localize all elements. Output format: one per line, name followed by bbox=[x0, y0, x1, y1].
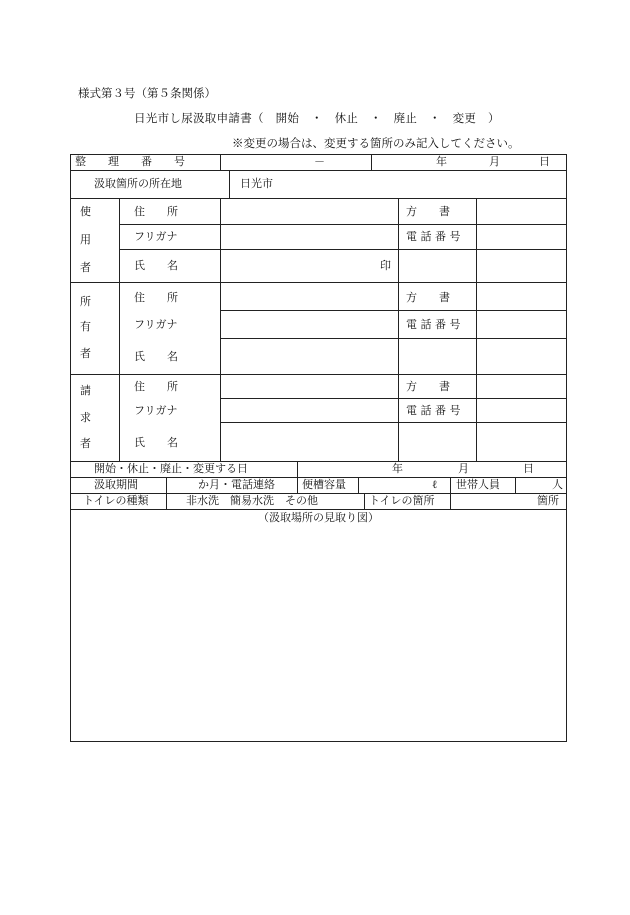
border bbox=[70, 741, 567, 742]
border bbox=[119, 224, 567, 225]
change-date-year: 年 bbox=[392, 462, 403, 475]
requester-group-char-1: 請 bbox=[80, 384, 91, 397]
border bbox=[70, 170, 567, 171]
toilet-type-label: トイレの種類 bbox=[83, 494, 149, 507]
border bbox=[220, 398, 567, 399]
border bbox=[119, 198, 120, 461]
toilet-type-options: 非水洗 簡易水洗 その他 bbox=[186, 494, 318, 507]
requester-name-label: 氏 名 bbox=[134, 436, 178, 449]
border bbox=[119, 249, 567, 250]
border bbox=[297, 461, 298, 477]
border bbox=[229, 170, 230, 198]
border bbox=[220, 154, 221, 170]
border bbox=[70, 509, 567, 510]
border bbox=[476, 198, 477, 461]
date-month-label: 月 bbox=[489, 155, 500, 168]
border bbox=[297, 477, 298, 493]
location-label: 汲取箇所の所在地 bbox=[94, 177, 182, 190]
border bbox=[220, 198, 221, 461]
border bbox=[364, 493, 365, 509]
requester-furigana-label: フリガナ bbox=[134, 404, 178, 417]
border bbox=[220, 310, 567, 311]
household-label: 世帯人員 bbox=[456, 478, 500, 491]
instruction-note: ※変更の場合は、変更する箇所のみ記入してください。 bbox=[232, 136, 520, 150]
border bbox=[220, 422, 567, 423]
map-label: （汲取場所の見取り図） bbox=[258, 511, 379, 524]
requester-phone-label: 電 話 番 号 bbox=[406, 404, 461, 417]
collection-period-unit: か月・電話連絡 bbox=[198, 478, 275, 491]
requester-katagaki-label: 方 書 bbox=[406, 380, 450, 393]
user-furigana-label: フリガナ bbox=[134, 230, 178, 243]
requester-address-label: 住 所 bbox=[134, 380, 178, 393]
border bbox=[166, 493, 167, 509]
toilet-count-label: トイレの箇所 bbox=[369, 494, 435, 507]
owner-katagaki-label: 方 書 bbox=[406, 291, 450, 304]
date-day-label: 日 bbox=[539, 155, 550, 168]
owner-group-char-2: 有 bbox=[80, 320, 91, 333]
row-number-dash: － bbox=[314, 155, 325, 168]
owner-group-char-3: 者 bbox=[80, 347, 91, 360]
map-drawing-area[interactable] bbox=[71, 528, 566, 740]
border bbox=[371, 154, 372, 170]
tank-capacity-label: 便槽容量 bbox=[302, 478, 346, 491]
change-date-label: 開始・休止・廃止・変更する日 bbox=[94, 462, 248, 475]
toilet-count-unit: 箇所 bbox=[537, 494, 559, 507]
change-date-month: 月 bbox=[458, 462, 469, 475]
user-name-label: 氏 名 bbox=[134, 259, 178, 272]
owner-group-char-1: 所 bbox=[80, 295, 91, 308]
requester-group-char-3: 者 bbox=[80, 437, 91, 450]
user-group-char-1: 使 bbox=[80, 205, 91, 218]
border bbox=[166, 477, 167, 493]
collection-period-label: 汲取期間 bbox=[94, 478, 138, 491]
border bbox=[566, 154, 567, 742]
tank-capacity-unit: ℓ bbox=[432, 478, 438, 491]
requester-group-char-2: 求 bbox=[80, 411, 91, 424]
border bbox=[70, 374, 567, 375]
border bbox=[398, 198, 399, 461]
household-unit: 人 bbox=[552, 478, 563, 491]
change-date-day: 日 bbox=[523, 462, 534, 475]
location-value: 日光市 bbox=[240, 177, 273, 190]
border bbox=[70, 282, 567, 283]
border bbox=[515, 477, 516, 493]
user-phone-label: 電 話 番 号 bbox=[406, 230, 461, 243]
user-address-label: 住 所 bbox=[134, 205, 178, 218]
border bbox=[220, 338, 567, 339]
seal-mark: 印 bbox=[380, 259, 391, 272]
user-katagaki-label: 方 書 bbox=[406, 205, 450, 218]
owner-address-label: 住 所 bbox=[134, 291, 178, 304]
user-group-char-3: 者 bbox=[80, 261, 91, 274]
owner-name-label: 氏 名 bbox=[134, 350, 178, 363]
border bbox=[358, 477, 359, 493]
border bbox=[70, 198, 567, 199]
form-title: 日光市し尿汲取申請書（ 開始 ・ 休止 ・ 廃止 ・ 変更 ） bbox=[134, 111, 500, 125]
user-group-char-2: 用 bbox=[80, 233, 91, 246]
owner-furigana-label: フリガナ bbox=[134, 318, 178, 331]
owner-phone-label: 電 話 番 号 bbox=[406, 318, 461, 331]
form-number: 様式第３号（第５条関係） bbox=[78, 86, 216, 100]
border bbox=[450, 493, 451, 509]
date-year-label: 年 bbox=[436, 155, 447, 168]
row-number-label: 整 理 番 号 bbox=[75, 155, 185, 168]
border bbox=[450, 477, 451, 493]
